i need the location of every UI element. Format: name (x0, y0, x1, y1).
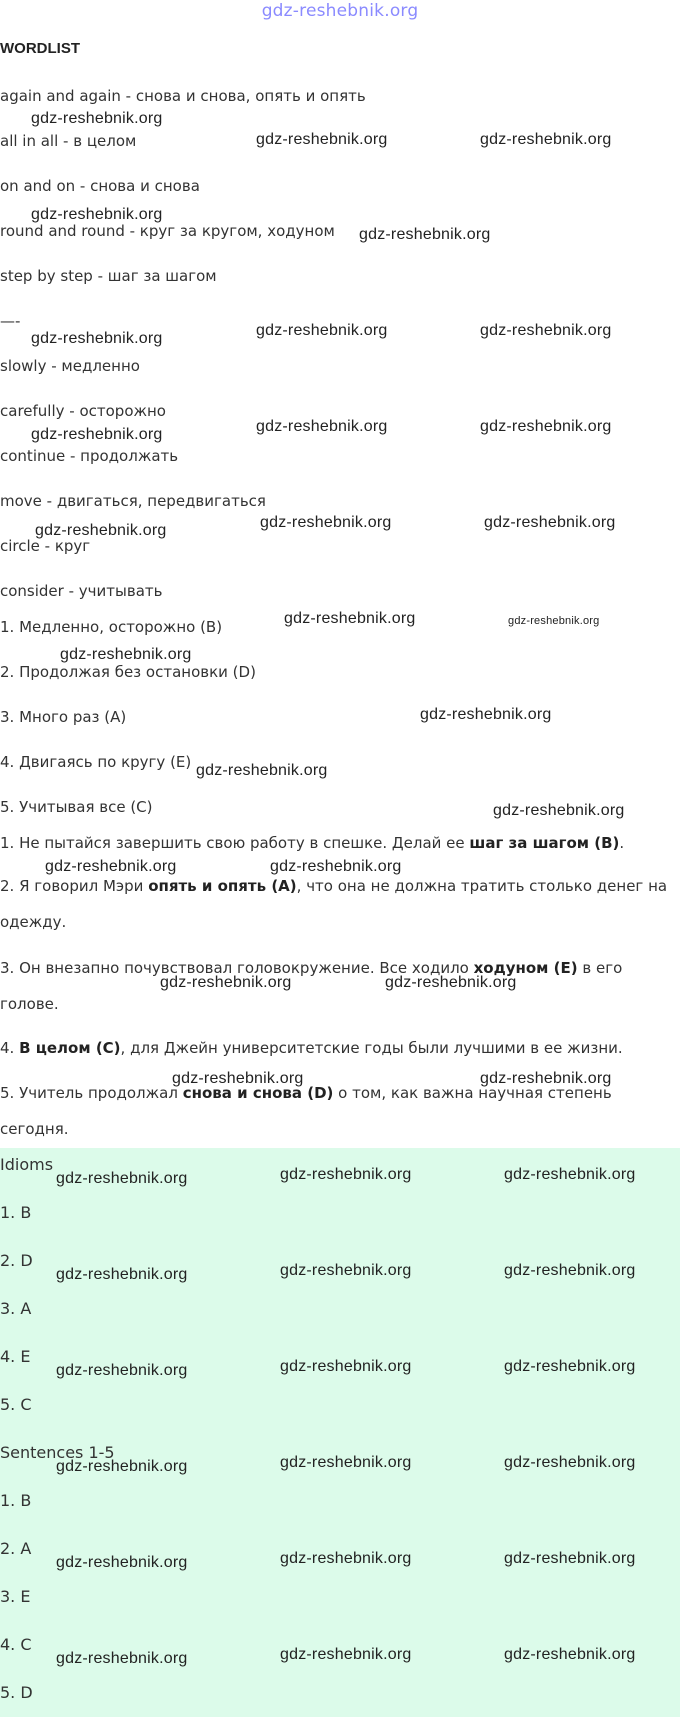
watermark: gdz-reshebnik.org (196, 762, 328, 779)
wordlist-divider: —- (0, 312, 21, 330)
watermark: gdz-reshebnik.org (280, 1550, 412, 1567)
watermark: gdz-reshebnik.org (256, 418, 388, 435)
watermark: gdz-reshebnik.org (480, 131, 612, 148)
watermark: gdz-reshebnik.org (56, 1650, 188, 1667)
idioms-key-item: 3. A (0, 1299, 32, 1318)
top-watermark[interactable]: gdz-reshebnik.org (261, 1, 419, 21)
idiom-answer: 3. Много раз (А) (0, 708, 127, 726)
watermark: gdz-reshebnik.org (504, 1454, 636, 1471)
sentence-answer: 2. Я говорил Мэри опять и опять (А), что она не должна тратить столько денег на одежду. (0, 877, 668, 931)
watermark: gdz-reshebnik.org (256, 322, 388, 339)
watermark: gdz-reshebnik.org (504, 1550, 636, 1567)
watermark: gdz-reshebnik.org (493, 802, 625, 819)
wordlist-item: consider - учитывать (0, 582, 163, 600)
watermark: gdz-reshebnik.org (56, 1170, 188, 1187)
watermark: gdz-reshebnik.org (504, 1166, 636, 1183)
watermark: gdz-reshebnik.org (480, 418, 612, 435)
idioms-key-item: 1. B (0, 1203, 32, 1222)
watermark: gdz-reshebnik.org (160, 974, 292, 991)
watermark: gdz-reshebnik.org (280, 1262, 412, 1279)
sentences-key-item: 5. D (0, 1683, 33, 1702)
watermark: gdz-reshebnik.org (56, 1266, 188, 1283)
sentences-key-item: 3. E (0, 1587, 31, 1606)
watermark: gdz-reshebnik.org (45, 858, 177, 875)
idiom-answer: 5. Учитывая все (С) (0, 798, 153, 816)
watermark: gdz-reshebnik.org (31, 206, 163, 223)
watermark: gdz-reshebnik.org (35, 522, 167, 539)
watermark: gdz-reshebnik.org (260, 514, 392, 531)
watermark: gdz-reshebnik.org (480, 1070, 612, 1087)
watermark: gdz-reshebnik.org (280, 1358, 412, 1375)
wordlist-item: on and on - снова и снова (0, 177, 200, 195)
watermark: gdz-reshebnik.org (504, 1358, 636, 1375)
watermark: gdz-reshebnik.org (480, 322, 612, 339)
sentences-title: Sentences 1-5 (0, 1443, 115, 1462)
watermark: gdz-reshebnik.org (284, 610, 416, 627)
watermark: gdz-reshebnik.org (31, 110, 163, 127)
watermark: gdz-reshebnik.org (31, 330, 163, 347)
idiom-answer: 4. Двигаясь по кругу (Е) (0, 753, 192, 771)
sentence-answer: 1. Не пытайся завершить свою работу в спешке. Делай ее шаг за шагом (В). (0, 834, 625, 852)
answer-key-panel (0, 1148, 680, 1717)
watermark: gdz-reshebnik.org (280, 1166, 412, 1183)
sentence-highlight: шаг за шагом (В) (469, 834, 620, 852)
idioms-key-item: 4. E (0, 1347, 31, 1366)
sentence-highlight: ходуном (Е) (473, 959, 578, 977)
watermark: gdz-reshebnik.org (280, 1454, 412, 1471)
idioms-key-item: 2. D (0, 1251, 33, 1270)
idiom-answer: 2. Продолжая без остановки (D) (0, 663, 256, 681)
watermark: gdz-reshebnik.org (172, 1070, 304, 1087)
sentence-highlight: В целом (С) (19, 1039, 121, 1057)
wordlist-item: round and round - круг за кругом, ходуном (0, 222, 335, 240)
idiom-answer: 1. Медленно, осторожно (В) (0, 618, 223, 636)
watermark: gdz-reshebnik.org (56, 1362, 188, 1379)
wordlist-item: slowly - медленно (0, 357, 140, 375)
wordlist-item: all in all - в целом (0, 132, 137, 150)
watermark: gdz-reshebnik.org (504, 1262, 636, 1279)
sentence-answer: 5. Учитель продолжал снова и снова (D) о том, как важна научная степень сегодня. (0, 1084, 612, 1138)
watermark: gdz-reshebnik.org (508, 615, 600, 627)
watermark: gdz-reshebnik.org (256, 131, 388, 148)
sentence-highlight: опять и опять (А) (148, 877, 297, 895)
watermark: gdz-reshebnik.org (280, 1646, 412, 1663)
watermark: gdz-reshebnik.org (60, 646, 192, 663)
watermark: gdz-reshebnik.org (31, 426, 163, 443)
sentences-key-item: 2. A (0, 1539, 32, 1558)
wordlist-item: continue - продолжать (0, 447, 179, 465)
wordlist-item: carefully - осторожно (0, 402, 166, 420)
sentences-key-item: 1. B (0, 1491, 32, 1510)
sentence-answer: 3. Он внезапно почувствовал головокружение. Все ходило ходуном (Е) в его голове. (0, 959, 623, 1013)
page-title: WORDLIST (0, 40, 80, 57)
sentence-answer: 4. В целом (С), для Джейн университетские годы были лучшими в ее жизни. (0, 1039, 623, 1057)
sentences-key-item: 4. C (0, 1635, 32, 1654)
idioms-title: Idioms (0, 1155, 54, 1174)
sentence-highlight: снова и снова (D) (182, 1084, 334, 1102)
watermark: gdz-reshebnik.org (484, 514, 616, 531)
watermark: gdz-reshebnik.org (359, 226, 491, 243)
watermark: gdz-reshebnik.org (270, 858, 402, 875)
wordlist-item: circle - круг (0, 537, 91, 555)
watermark: gdz-reshebnik.org (385, 974, 517, 991)
watermark: gdz-reshebnik.org (420, 706, 552, 723)
watermark: gdz-reshebnik.org (504, 1646, 636, 1663)
wordlist-item: move - двигаться, передвигаться (0, 492, 266, 510)
wordlist-item: step by step - шаг за шагом (0, 267, 217, 285)
idioms-key-item: 5. C (0, 1395, 32, 1414)
watermark: gdz-reshebnik.org (56, 1458, 188, 1475)
wordlist-item: again and again - снова и снова, опять и опять (0, 87, 366, 105)
watermark: gdz-reshebnik.org (56, 1554, 188, 1571)
